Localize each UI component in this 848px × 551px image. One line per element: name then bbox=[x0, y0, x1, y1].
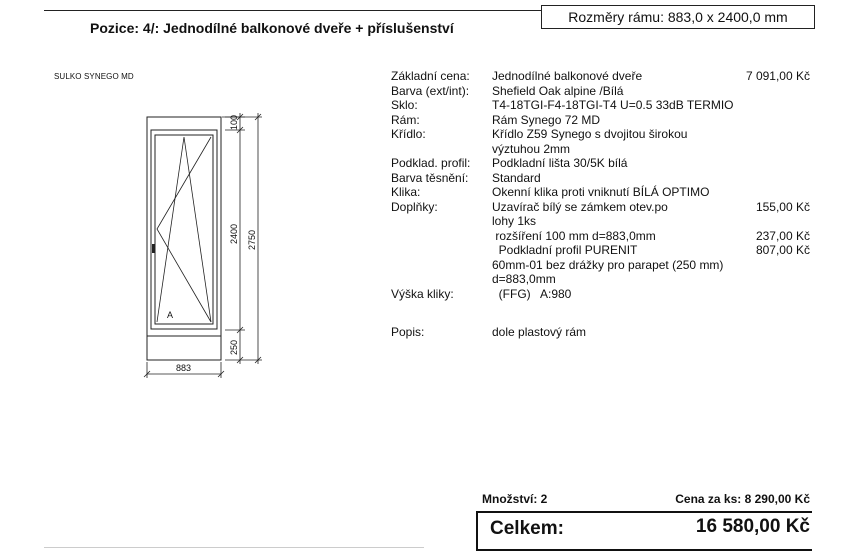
handle-height-value: (FFG) A:980 bbox=[492, 286, 572, 301]
spec-label: Barva (ext/int): bbox=[391, 83, 470, 98]
footer-rule bbox=[44, 547, 424, 548]
frame-size-box: Rozměry rámu: 883,0 x 2400,0 mm bbox=[541, 5, 815, 29]
spec-value: Rám Synego 72 MD bbox=[492, 112, 601, 127]
dim-middle-label: 2400 bbox=[229, 223, 239, 244]
accessory-price: 237,00 Kč bbox=[755, 228, 810, 243]
total-label: Celkem: bbox=[490, 518, 564, 539]
accessory-item: Podkladní profil PURENIT bbox=[492, 243, 638, 257]
spec-label: Křídlo: bbox=[391, 127, 426, 141]
dim-overall-label: 2750 bbox=[247, 229, 257, 250]
spec-value: T4-18TGI-F4-18TGI-T4 U=0.5 33dB TERMIO bbox=[492, 98, 734, 112]
spec-value: Podkladní lišta 30/5K bílá bbox=[492, 156, 628, 170]
door-frame-inner bbox=[151, 130, 217, 329]
accessory-item: 60mm-01 bez drážky pro parapet (250 mm) bbox=[492, 257, 724, 272]
spec-label: Barva těsnění: bbox=[391, 170, 469, 185]
dim-top-label: 100 bbox=[229, 114, 239, 130]
spec-value: Křídlo Z59 Synego s dvojitou širokou bbox=[492, 127, 688, 141]
accessory-price: 155,00 Kč bbox=[755, 199, 810, 214]
description-label: Popis: bbox=[391, 325, 425, 339]
spec-value: Jednodílné balkonové dveře bbox=[492, 69, 643, 83]
accessory-item: d=883,0mm bbox=[492, 272, 556, 286]
model-name: SULKO SYNEGO MD bbox=[54, 72, 134, 81]
spec-label: Základní cena: bbox=[391, 69, 470, 83]
quantity: Množství: 2 bbox=[482, 492, 548, 506]
handle-height-label: Výška kliky: bbox=[391, 286, 454, 301]
accessories-label: Doplňky: bbox=[391, 199, 438, 214]
description-value: dole plastový rám bbox=[492, 325, 587, 339]
total-value: 16 580,00 Kč bbox=[695, 516, 810, 537]
unit-price: Cena za ks: 8 290,00 Kč bbox=[675, 492, 810, 506]
spec-value: výztuhou 2mm bbox=[492, 141, 571, 156]
door-handle bbox=[152, 244, 155, 253]
spec-label: Rám: bbox=[391, 112, 420, 127]
position-title: Pozice: 4/: Jednodílné balkonové dveře + příslušenství bbox=[90, 20, 454, 36]
sash-label: A bbox=[167, 310, 174, 320]
spec-price: 7 091,00 Kč bbox=[745, 69, 810, 83]
dim-bottom-label: 250 bbox=[229, 339, 239, 355]
dim-width-label: 883 bbox=[176, 363, 192, 373]
tilt-symbol bbox=[157, 137, 211, 322]
turn-symbol bbox=[157, 137, 211, 322]
accessory-price: 807,00 Kč bbox=[755, 243, 810, 257]
accessory-item: lohy 1ks bbox=[492, 214, 537, 228]
spec-label: Sklo: bbox=[391, 98, 418, 112]
door-sash bbox=[155, 135, 213, 324]
spec-value: Standard bbox=[492, 170, 541, 185]
accessory-item: Uzavírač bílý se zámkem otev.po bbox=[492, 199, 668, 214]
spec-value: Shefield Oak alpine /Bílá bbox=[492, 83, 624, 98]
spec-label: Podklad. profil: bbox=[391, 156, 471, 170]
spec-value: Okenní klika proti vniknutí BÍLÁ OPTIMO bbox=[492, 185, 710, 199]
spec-label: Klika: bbox=[391, 185, 421, 199]
door-drawing bbox=[0, 0, 300, 400]
accessory-item: rozšíření 100 mm d=883,0mm bbox=[492, 228, 656, 243]
